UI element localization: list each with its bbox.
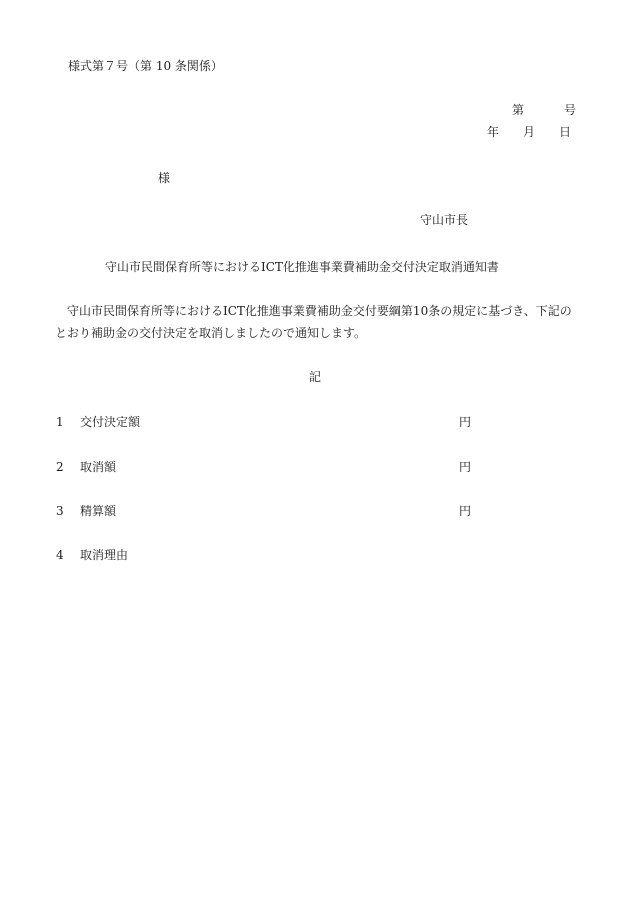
item-number: 1 bbox=[56, 415, 64, 429]
document-title: 守山市民間保育所等におけるICT化推進事業費補助金交付決定取消通知書 bbox=[105, 260, 499, 274]
item-label: 取消理由 bbox=[80, 548, 129, 562]
date-year: 年 bbox=[487, 125, 500, 139]
item-cancel-reason bbox=[56, 546, 128, 563]
item-cancel-amount-unit: 円 bbox=[459, 460, 472, 474]
form-label: 様式第７号（第 10 条関係） bbox=[68, 59, 223, 73]
ki-heading: 記 bbox=[309, 370, 322, 384]
item-label: 精算額 bbox=[80, 504, 117, 518]
date-day: 日 bbox=[559, 125, 572, 139]
document-number bbox=[512, 101, 576, 118]
item-label: 取消額 bbox=[80, 460, 117, 474]
item-number: 4 bbox=[56, 548, 64, 562]
number-prefix: 第 bbox=[512, 103, 525, 117]
recipient-honorific: 様 bbox=[158, 171, 171, 185]
document-date bbox=[487, 123, 571, 140]
item-cancel-amount bbox=[56, 458, 116, 475]
body-text: 守山市民間保育所等におけるICT化推進事業費補助金交付要綱第10条の規定に基づき、下記のとおり補助金の交付決定を取消しましたので通知します。 bbox=[55, 304, 572, 340]
item-settlement-amount bbox=[56, 502, 116, 519]
item-decision-amount bbox=[56, 413, 140, 430]
item-number: 2 bbox=[56, 460, 64, 474]
item-label: 交付決定額 bbox=[80, 415, 141, 429]
item-settlement-amount-unit: 円 bbox=[459, 504, 472, 518]
date-month: 月 bbox=[523, 125, 536, 139]
item-decision-amount-unit: 円 bbox=[459, 415, 472, 429]
issuer-name: 守山市長 bbox=[420, 213, 469, 227]
item-number: 3 bbox=[56, 504, 64, 518]
number-suffix: 号 bbox=[564, 103, 577, 117]
